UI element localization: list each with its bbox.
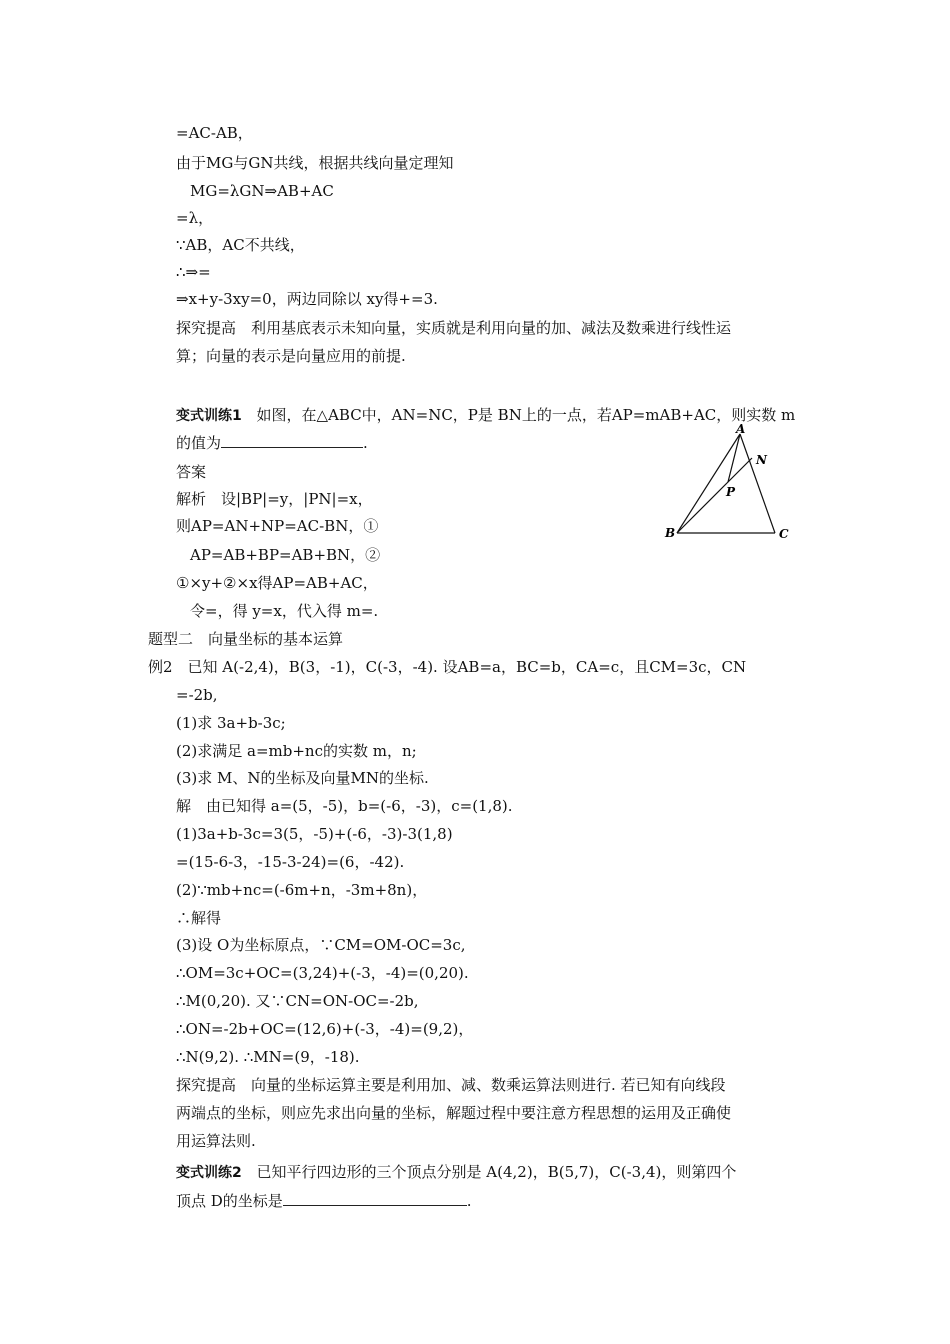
exercise-1-line-2 [176, 433, 368, 453]
exercise-1-text: 如图，在△ABC中，AN=NC，P是 BN上的一点，若AP=mAB+AC，则实数 m [256, 406, 796, 424]
solution-line: 则AP=AN+NP=AC-BN，① [176, 517, 379, 535]
solution-line: ∴ON=-2b+OC=(12,6)+(-3，-4)=(9,2)， [176, 1020, 474, 1038]
solution-line: =(15-6-3，-15-3-24)=(6，-42). [176, 853, 405, 871]
text-line: ∴⇒= [176, 263, 211, 281]
insight-line: 用运算法则. [176, 1132, 256, 1150]
text-line: =λ， [176, 209, 214, 227]
question-line: (2)求满足 a=mb+nc的实数 m，n; [176, 742, 417, 760]
exercise-2-text: 已知平行四边形的三个顶点分别是 A(4,2)，B(5,7)，C(-3,4)，则第四个 [256, 1163, 737, 1181]
solution-line: 解析 设|BP|=y，|PN|=x， [176, 490, 373, 508]
text-line: 由于MG与GN共线，根据共线向量定理知 [176, 154, 454, 172]
label-b: B [665, 526, 676, 540]
label-p: P [726, 485, 736, 499]
solution-line: (2)∵mb+nc=(-6m+n，-3m+8n)， [176, 881, 428, 899]
text-line: 算；向量的表示是向量应用的前提. [176, 347, 406, 365]
solution-line: ①×y+②×x得AP=AB+AC， [176, 574, 378, 592]
text-line: =AC-AB， [176, 124, 253, 142]
solution-line: 令=，得 y=x，代入得 m=. [190, 602, 379, 620]
exercise-2-prefix: 顶点 D的坐标是 [176, 1192, 283, 1210]
solution-line: ∴M(0,20). 又∵CN=ON-OC=-2b, [176, 992, 419, 1010]
text-line: 探究提高 利用基底表示未知向量，实质就是利用向量的加、减法及数乘进行线性运 [176, 319, 732, 337]
exercise-2-suffix: . [466, 1192, 472, 1210]
text-line: MG=λGN⇒AB+AC [190, 182, 334, 200]
label-c: C [779, 527, 789, 541]
exercise-1-prefix: 的值为 [176, 434, 222, 452]
segment-bn [677, 458, 752, 533]
label-a: A [736, 422, 746, 436]
exercise-2-line-2 [176, 1191, 472, 1211]
side-ac [740, 434, 775, 533]
segment-ap [728, 434, 740, 482]
triangle-figure [660, 420, 800, 550]
side-ab [677, 434, 740, 533]
exercise-2-line [176, 1162, 736, 1183]
solution-line: ∴N(9,2). ∴MN=(9，-18). [176, 1048, 360, 1066]
answer-blank [221, 433, 363, 448]
solution-line: ∴OM=3c+OC=(3,24)+(-3，-4)=(0,20). [176, 964, 469, 982]
solution-line: ∴解得 [176, 909, 222, 927]
question-line: (3)求 M、N的坐标及向量MN的坐标. [176, 769, 429, 787]
insight-line: 探究提高 向量的坐标运算主要是利用加、减、数乘运算法则进行. 若已知有向线段 [176, 1076, 726, 1094]
example-line: 例2 已知 A(-2,4)，B(3，-1)，C(-3，-4). 设AB=a，BC=b，CA=c，且CM=3c，CN [148, 658, 747, 676]
answer-blank [283, 1191, 467, 1206]
solution-line: 解 由已知得 a=(5，-5)，b=(-6，-3)，c=(1,8). [176, 797, 513, 815]
insight-line: 两端点的坐标，则应先求出向量的坐标，解题过程中要注意方程思想的运用及正确使 [176, 1104, 732, 1122]
solution-line: (1)3a+b-3c=3(5，-5)+(-6，-3)-3(1,8) [176, 825, 453, 843]
solution-line: AP=AB+BP=AB+BN，② [190, 546, 381, 564]
solution-line: (3)设 O为坐标原点，∵CM=OM-OC=3c, [176, 936, 466, 954]
exercise-2-label: 变式训练2 [176, 1165, 242, 1181]
answer-label: 答案 [176, 463, 207, 481]
question-line: (1)求 3a+b-3c; [176, 714, 286, 732]
example-line: =-2b, [176, 686, 218, 704]
exercise-1-suffix: . [363, 434, 368, 452]
text-line: ∵AB，AC不共线， [176, 236, 305, 254]
label-n: N [756, 453, 767, 467]
section-heading: 题型二 向量坐标的基本运算 [148, 630, 344, 648]
exercise-1-label: 变式训练1 [176, 408, 242, 424]
text-line: ⇒x+y-3xy=0，两边同除以 xy得+=3. [176, 290, 438, 308]
